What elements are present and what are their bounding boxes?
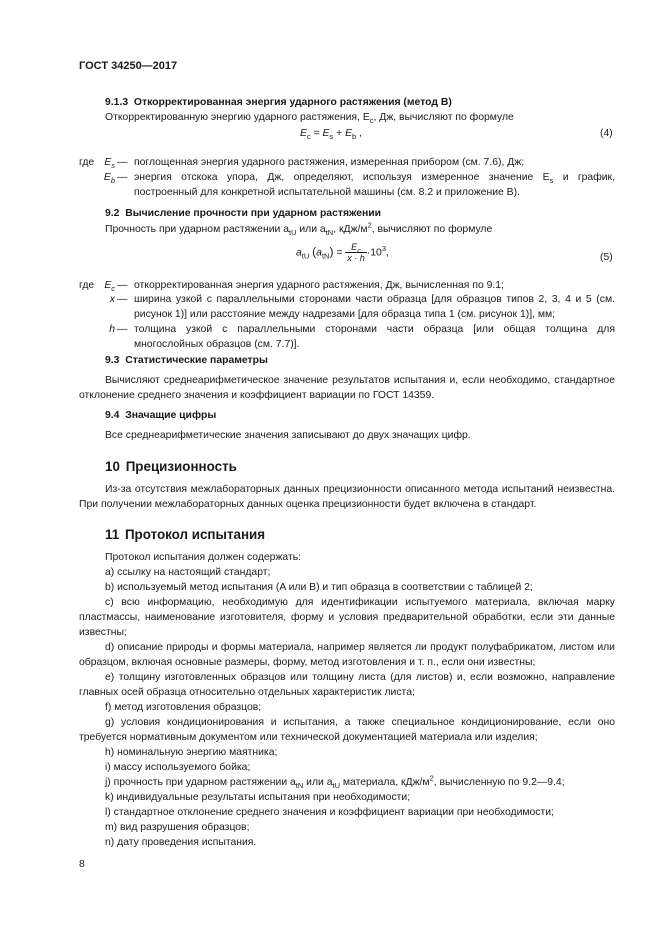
section-9-4-heading: 9.4 Значащие цифры: [105, 410, 217, 421]
list-item: d) описание природы и формы материала, например является ли продукт полуфабрикатом, листом или образцом, включая основные размеры, форму, метод изготовления и т. п., если они известны;: [79, 642, 615, 668]
list-item: i) массу используемого бойка;: [105, 762, 251, 773]
section-9-2-heading: 9.2 Вычисление прочности при ударном растяжении: [105, 208, 382, 219]
list-item: g) условия кондиционирования и испытания, а также специальное кондиционирование, если оно требуется нормативным документом или технической документацией материала или изделия;: [79, 717, 615, 743]
section-9-2-intro: Прочность при ударном растяжении $a_{tU}$ или $a_{tN}$, кДж/$м^2$, вычисляют по формуле: [105, 220, 493, 238]
section-10-text: Из-за отсутствия межлабораторных данных прецизионности описанного метода испытаний неизвестна. При получении межлабораторных данных оценка прецизионности будет включена в стандарт.: [79, 484, 615, 510]
section-9-3-text: Вычисляют среднеарифметическое значение результатов испытания и, если необходимо, стандартное отклонение среднего значения и коэффициент вариации по ГОСТ 14359.: [79, 375, 615, 401]
equation-number-4: (4): [600, 128, 613, 139]
page-number: 8: [79, 859, 85, 870]
formula-4: $E_c = E_s + E_b$ ,: [300, 128, 362, 142]
section-11-heading: 11 Протокол испытания: [105, 527, 266, 542]
list-item: b) используемый метод испытания (A или B) и тип образца в соответствии с таблицей 2;: [105, 582, 533, 593]
list-item: f) метод изготовления образцов;: [105, 702, 262, 713]
report-intro: Протокол испытания должен содержать:: [105, 552, 302, 563]
section-9-3-title: Статистические параметры: [125, 355, 268, 366]
document-header: ГОСТ 34250—2017: [79, 60, 178, 72]
section-9-1-3-intro: Откорректированную энергию ударного растяжения, $E_c$, Дж, вычисляют по формуле: [105, 112, 514, 126]
list-item: e) толщину изготовленных образцов или толщину листа (для листов) и, если возможно, направление главных осей образца относительно отдельных характеристик листа;: [79, 672, 615, 698]
section-9-4-title: Значащие цифры: [125, 410, 217, 421]
section-10-title: Прецизионность: [125, 459, 237, 474]
list-item: k) индивидуальные результаты испытания при необходимости;: [105, 792, 411, 803]
list-item: n) дату проведения испытания.: [105, 837, 257, 848]
formula-5: $a_{tU}$ $(a_{tN})$ = $\frac{E_c}{x \cdot h}$ $\cdot 10^3$,: [296, 242, 389, 263]
section-9-1-3-heading: 9.1.3 Откорректированная энергия ударного растяжения (метод B): [105, 97, 452, 108]
equation-number-5: (5): [600, 252, 613, 263]
report-items-list: [79, 565, 615, 850]
list-item: c) всю информацию, необходимую для идентификации испытуемого материала, включая марку пластмассы, наименование изготовителя, форму и условия предварительной обработки, если эти данные известны;: [79, 597, 615, 638]
section-9-4-text: Все среднеарифметические значения записывают до двух значащих цифр.: [105, 430, 471, 441]
definition-eb: $E_b$ — энергия отскока упора, Дж, определяют, используя измеренное значение $E_s$ и график, построенный для конкретной испытательной машины (см. 8.2 и приложение В).: [103, 172, 615, 198]
list-item-j: j) прочность при ударном растяжении $a_{tN}$ или $a_{tU}$ материала, кДж/$м^2$, вычисленную по 9.2—9.4;: [105, 773, 565, 791]
section-11-title: Протокол испытания: [124, 527, 266, 542]
section-9-1-3-title: Откорректированная энергия ударного растяжения (метод B): [133, 97, 452, 108]
list-item: m) вид разрушения образцов;: [105, 822, 250, 833]
section-9-2-title: Вычисление прочности при ударном растяжении: [125, 208, 382, 219]
section-9-3-heading: 9.3 Статистические параметры: [105, 355, 268, 366]
definition-h: h — толщина узкой с параллельными сторонами части образца [или общая толщина для многослойных образцов (см. 7.7)].: [109, 324, 615, 350]
definition-ec: где $E_c$ — откорректированная энергия ударного растяжения, Дж, вычисленная по 9.1;: [79, 280, 504, 294]
list-item: h) номинальную энергию маятника;: [105, 747, 278, 758]
list-item: a) ссылку на настоящий стандарт;: [105, 567, 271, 578]
list-item: l) стандартное отклонение среднего значения и коэффициент вариации при необходимости;: [105, 807, 554, 818]
definition-es: где $E_s$ — поглощенная энергия ударного растяжения, измеренная прибором (см. 7.6), Дж;: [79, 157, 525, 171]
section-10-heading: 10 Прецизионность: [105, 459, 237, 474]
definition-x: x — ширина узкой с параллельными сторонами части образца [для образцов типов 2, 3, 4 и 5 (см. рисунок 1)] или расстояние между надрезами [для образца типа 1 (см. рисунок 1)], мм;: [109, 294, 615, 320]
